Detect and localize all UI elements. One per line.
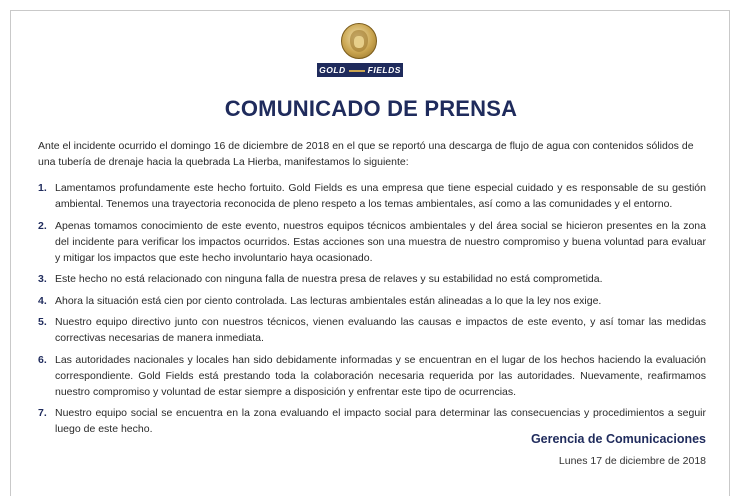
list-item bbox=[38, 218, 706, 266]
logo-brand-left: GOLD bbox=[319, 65, 346, 75]
list-item bbox=[38, 352, 706, 400]
item-number: 5. bbox=[38, 316, 47, 328]
intro-paragraph: Ante el incidente ocurrido el domingo 16 de diciembre de 2018 en el que se reportó una descarga de flujo de agua con contenidos sólidos de una tubería de drenaje hacia la quebrada La Hierba, manifestamos lo siguiente: bbox=[38, 140, 694, 168]
list-item bbox=[38, 293, 706, 309]
item-text: Lamentamos profundamente este hecho fortuito. Gold Fields es una empresa que tiene especial cuidado y es responsable de su gestión ambiental. Tenemos una trayectoria reconocida de pleno respeto a los temas ambientales, así como a las comunidades y el entorno. bbox=[55, 182, 706, 210]
lion-medallion-icon bbox=[341, 23, 377, 59]
item-number: 6. bbox=[38, 353, 47, 366]
item-text: Nuestro equipo directivo junto con nuestros técnicos, vienen evaluando las causas e impactos de este evento, y así tomar las medidas correctivas necesarias de manera inmediata. bbox=[55, 316, 706, 344]
list-item bbox=[38, 271, 706, 287]
item-text: Ahora la situación está cien por ciento controlada. Las lecturas ambientales están alineadas a lo que la ley nos exige. bbox=[55, 294, 602, 307]
logo-brand-right: FIELDS bbox=[367, 65, 401, 75]
gold-fields-logo bbox=[317, 23, 405, 81]
item-text: Las autoridades nacionales y locales han sido debidamente informadas y se encuentran en el lugar de los hechos haciendo la evaluación correspondiente. Gold Fields está prestando toda la colaboración necesaria requerida por las autoridades. Nuevamente, reafirmamos nuestro compromiso y voluntad de estar siempre a disposición y enfrentar este tipo de ocurrencias. bbox=[55, 353, 706, 398]
item-number: 3. bbox=[38, 273, 47, 285]
page-title: COMUNICADO DE PRENSA bbox=[224, 96, 518, 121]
item-text: Este hecho no está relacionado con ninguna falla de nuestra presa de relaves y su estabilidad no está comprometida. bbox=[55, 273, 603, 285]
item-text: Nuestro equipo social se encuentra en la zona evaluando el impacto social para determinar las consecuencias y procedimientos a seguir luego de este hecho. bbox=[55, 407, 706, 435]
date-line: Lunes 17 de diciembre de 2018 bbox=[558, 455, 706, 467]
item-number: 1. bbox=[38, 182, 47, 194]
item-number: 2. bbox=[38, 219, 47, 232]
item-number: 7. bbox=[38, 407, 47, 419]
logo-wordmark bbox=[317, 63, 403, 77]
item-number: 4. bbox=[38, 294, 47, 307]
list-item bbox=[38, 180, 706, 212]
item-text: Apenas tomamos conocimiento de este evento, nuestros equipos técnicos ambientales y del área social se hicieron presentes en la zona del incidente para verificar los impactos ocurridos. Estas acciones son una muestra de nuestro compromiso y buena voluntad para evaluar y mitigar los impactos que este hecho involuntario haya ocasionado. bbox=[55, 219, 706, 264]
list-item bbox=[38, 314, 706, 346]
statement-list bbox=[38, 180, 706, 443]
signature: Gerencia de Comunicaciones bbox=[530, 432, 706, 446]
